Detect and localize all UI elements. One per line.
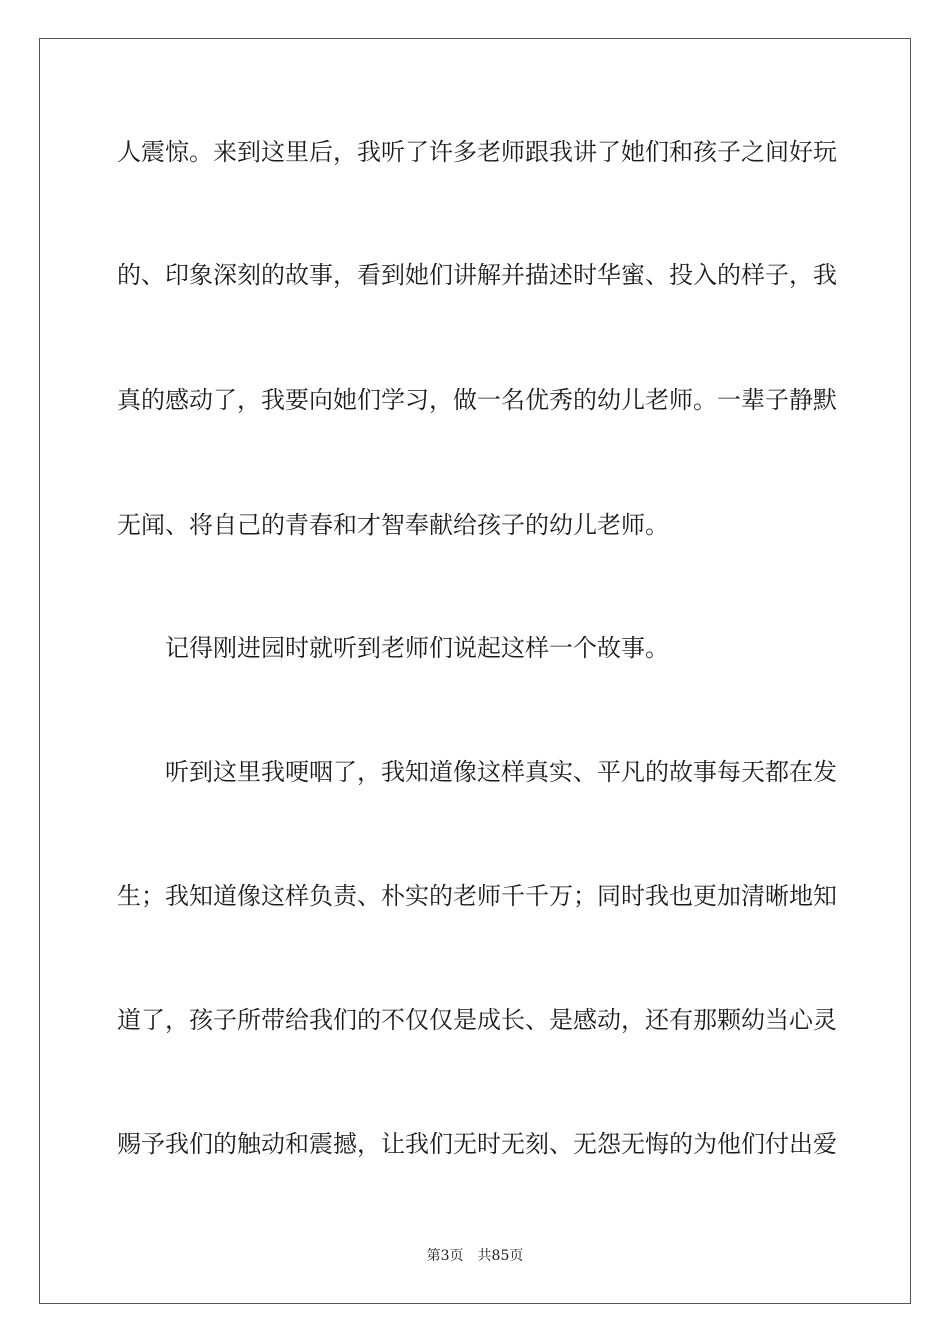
- page-footer: [0, 1247, 950, 1265]
- body-line-3: 真的感动了，我要向她们学习，做一名优秀的幼儿老师。一辈子静默: [117, 386, 837, 414]
- body-line-5: 记得刚进园时就听到老师们说起这样一个故事。: [165, 634, 669, 662]
- body-line-4: 无闻、将自己的青春和才智奉献给孩子的幼儿老师。: [117, 511, 669, 539]
- page-frame: [39, 38, 911, 1304]
- body-line-6: 听到这里我哽咽了，我知道像这样真实、平凡的故事每天都在发: [165, 758, 837, 786]
- body-line-2: 的、印象深刻的故事，看到她们讲解并描述时华蜜、投入的样子，我: [117, 261, 837, 289]
- body-line-7: 生；我知道像这样负责、朴实的老师千千万；同时我也更加清晰地知: [117, 882, 837, 910]
- body-line-9: 赐予我们的触动和震撼，让我们无时无刻、无怨无悔的为他们付出爱: [117, 1130, 837, 1158]
- body-line-8: 道了，孩子所带给我们的不仅仅是成长、是感动，还有那颗幼当心灵: [117, 1006, 837, 1034]
- page-number: 第3页: [426, 1248, 464, 1264]
- body-line-1: 人震惊。来到这里后，我听了许多老师跟我讲了她们和孩子之间好玩: [117, 138, 837, 166]
- total-pages: 共85页: [477, 1248, 524, 1264]
